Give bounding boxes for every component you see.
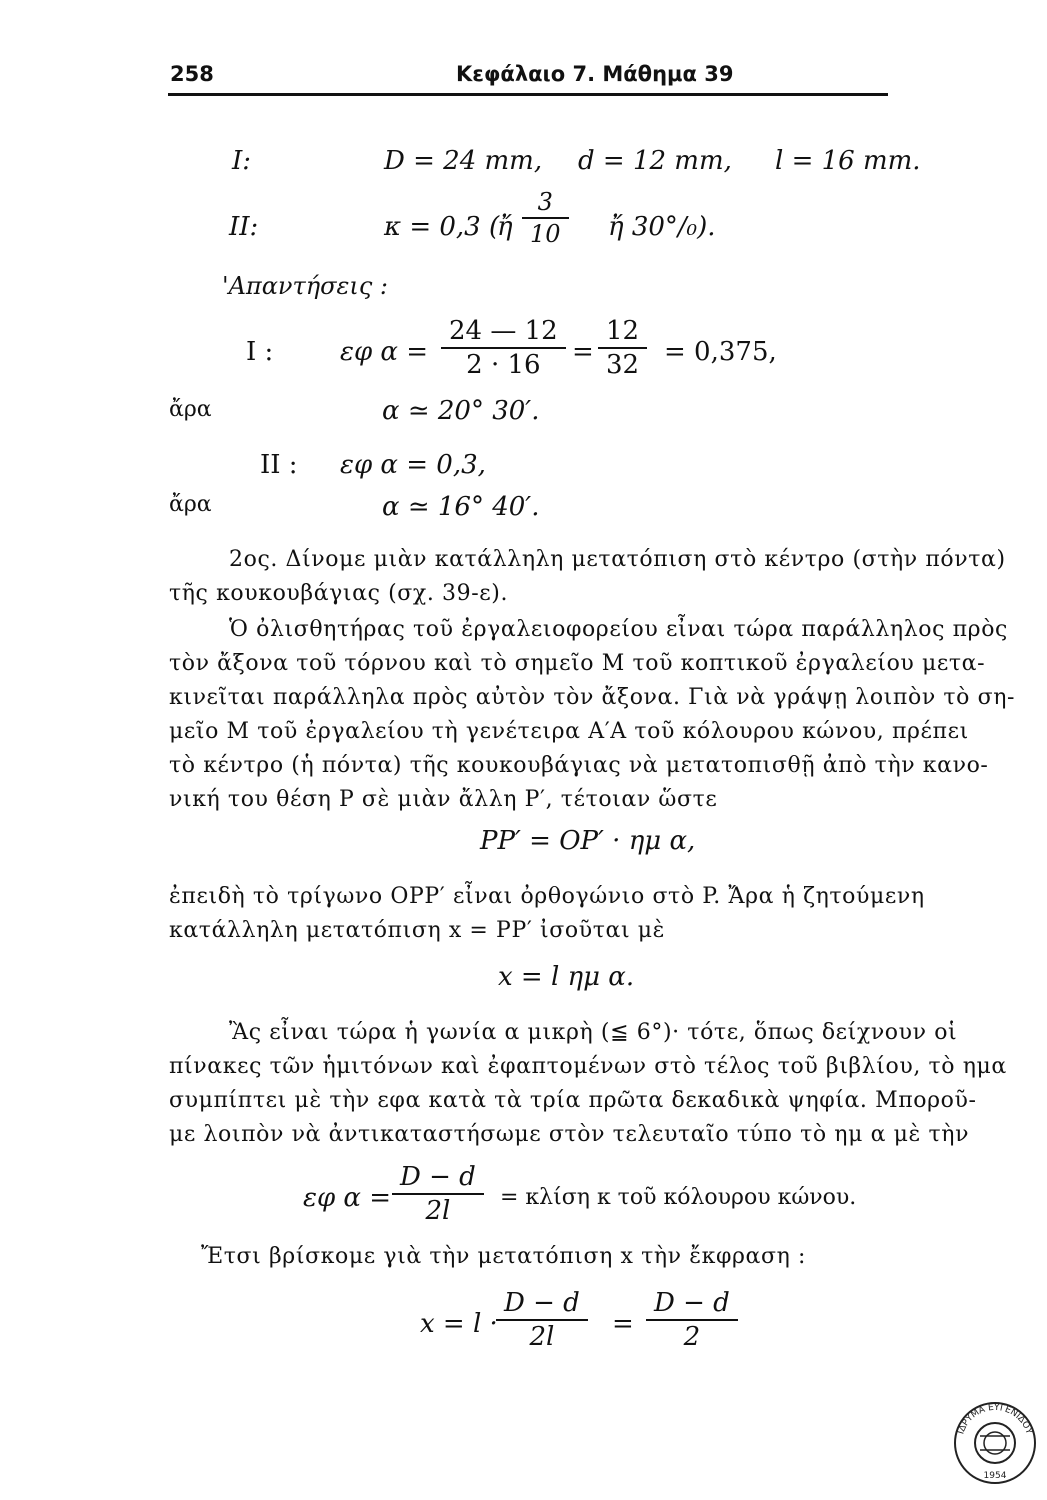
text-line: νική του θέση P σὲ μιὰν ἄλλη P′, τέτοιαν ὥστε bbox=[169, 787, 718, 812]
equation-tan-fraction bbox=[396, 1162, 480, 1226]
paragraph-result bbox=[169, 1240, 1029, 1274]
text-line: κινεῖται παράλληλα πρὸς αὐτὸν τὸν ἄξονα. Γιὰ νὰ γράψῃ λοιπὸν τὸ ση- bbox=[169, 685, 1016, 710]
data-row1-D: D = 24 mm, bbox=[384, 146, 543, 176]
text-line: μεῖο M τοῦ ἐργαλείου τὴ γενέτειρα A′A τοῦ κόλουρου κώνου, πρέπει bbox=[169, 719, 969, 744]
stamp-text: ΙΔΡΥΜΑ ΕΥΓΕΝΙΔΟΥ bbox=[956, 1402, 1034, 1436]
page-number: 258 bbox=[170, 62, 214, 86]
text-line: πίνακες τῶν ἡμιτόνων καὶ ἐφαπτομένων στὸ τέλος τοῦ βιβλίου, τὸ ημα bbox=[169, 1054, 1007, 1079]
paragraph-triangle bbox=[169, 880, 1029, 948]
foundation-stamp-icon bbox=[952, 1400, 1038, 1486]
text-line: τῆς κουκουβάγιας (σχ. 39-ε). bbox=[169, 581, 509, 606]
data-row2-or2: ἤ 30°/₀). bbox=[608, 212, 716, 242]
text-line: Ἔτσι βρίσκομε γιὰ τὴν μετατόπιση x τὴν ἔκφραση : bbox=[201, 1244, 806, 1269]
equation-final-den1: 2l bbox=[496, 1319, 588, 1352]
equation-final-lhs: x = l · bbox=[420, 1309, 498, 1339]
data-row2-fraction-num: 3 bbox=[537, 188, 553, 216]
text-line: 2ος. Δίνομε μιὰν κατάλληλη μετατόπιση στὸ κέντρο (στὴν πόντα) bbox=[229, 547, 1006, 572]
answer-I-lhs: εφ α = bbox=[340, 337, 429, 367]
answer-I-frac2-den: 32 bbox=[598, 347, 647, 380]
paragraph-small-angle bbox=[169, 1016, 1029, 1152]
equation-tan-lhs: εφ α = bbox=[303, 1183, 392, 1213]
header-rule bbox=[168, 93, 888, 96]
equation-tan-den: 2l bbox=[392, 1193, 484, 1226]
text-line: κατάλληλη μετατόπιση x = PP′ ἰσοῦται μὲ bbox=[169, 918, 666, 943]
answers-heading: 'Απαντήσεις : bbox=[222, 272, 388, 300]
equation-final-fraction2 bbox=[650, 1288, 734, 1352]
answer-II-label: II : bbox=[260, 450, 298, 480]
answer-I-frac2-num: 12 bbox=[606, 316, 640, 346]
answer-I-label: I : bbox=[246, 337, 274, 367]
text-line: ἐπειδὴ τὸ τρίγωνο OPP′ εἶναι ὀρθογώνιο στὸ P. Ἄρα ἡ ζητούμενη bbox=[169, 884, 925, 909]
data-row2-label: II: bbox=[229, 212, 259, 242]
data-row2-or1: ἤ bbox=[497, 212, 513, 242]
answer-I-frac1-den: 2 · 16 bbox=[441, 347, 566, 380]
data-row2-fraction bbox=[526, 188, 565, 248]
text-line: τὸ κέντρο (ἡ πόντα) τῆς κουκουβάγιας νὰ μετατοπισθῇ ἀπὸ τὴν κανο- bbox=[169, 753, 989, 778]
equation-PP: PP′ = OP′ · ημ α, bbox=[480, 826, 696, 856]
stamp-year: 1954 bbox=[983, 1471, 1007, 1481]
text-line: Ἂς εἶναι τώρα ἡ γωνία α μικρὴ (≦ 6°)· τότε, ὅπως δείχνουν οἱ bbox=[229, 1020, 958, 1045]
answer-I-frac1-num: 24 — 12 bbox=[449, 316, 558, 346]
paragraph-step2 bbox=[169, 543, 1029, 611]
paragraph-slide bbox=[169, 613, 1029, 817]
answer-I-fraction1 bbox=[445, 316, 562, 380]
data-row2-fraction-den: 10 bbox=[522, 217, 569, 248]
answer-I-angle: α ≃ 20° 30′. bbox=[382, 396, 540, 426]
equation-final-num1: D − d bbox=[504, 1288, 580, 1318]
answer-I-eq: = bbox=[572, 337, 594, 367]
data-row1-d: d = 12 mm, bbox=[578, 146, 732, 176]
data-row2-kappa: κ = 0,3 ( bbox=[384, 212, 500, 242]
answer-II-angle: α ≃ 16° 40′. bbox=[382, 492, 540, 522]
equation-tan-num: D − d bbox=[400, 1162, 476, 1192]
answer-I-result: = 0,375, bbox=[664, 337, 777, 367]
equation-final-den2: 2 bbox=[646, 1319, 738, 1352]
text-line: με λοιπὸν νὰ ἀντικαταστήσωμε στὸν τελευταῖο τύπο τὸ ημ α μὲ τὴν bbox=[169, 1122, 970, 1147]
running-title: Κεφάλαιο 7. Μάθημα 39 bbox=[456, 62, 734, 86]
text-line: συμπίπτει μὲ τὴν εφα κατὰ τὰ τρία πρῶτα δεκαδικὰ ψηφία. Μποροῦ- bbox=[169, 1088, 977, 1113]
ara-1: ἄρα bbox=[169, 397, 212, 422]
ara-2: ἄρα bbox=[169, 492, 212, 517]
equation-final-fraction1 bbox=[500, 1288, 584, 1352]
equation-final-num2: D − d bbox=[654, 1288, 730, 1318]
equation-x: x = l ημ α. bbox=[498, 962, 635, 992]
answer-II-lhs: εφ α = 0,3, bbox=[340, 450, 486, 480]
data-row1-l: l = 16 mm. bbox=[775, 146, 921, 176]
answer-I-fraction2 bbox=[602, 316, 643, 380]
equation-tan-rhs: = κλίση κ τοῦ κόλουρου κώνου. bbox=[500, 1185, 857, 1210]
text-line: τὸν ἄξονα τοῦ τόρνου καὶ τὸ σημεῖο M τοῦ κοπτικοῦ ἐργαλείου μετα- bbox=[169, 651, 986, 676]
equation-final-eq: = bbox=[612, 1309, 634, 1339]
data-row1-label: I: bbox=[232, 146, 252, 176]
text-line: Ὁ ὀλισθητήρας τοῦ ἐργαλειοφορείου εἶναι τώρα παράλληλος πρὸς bbox=[229, 617, 1008, 642]
